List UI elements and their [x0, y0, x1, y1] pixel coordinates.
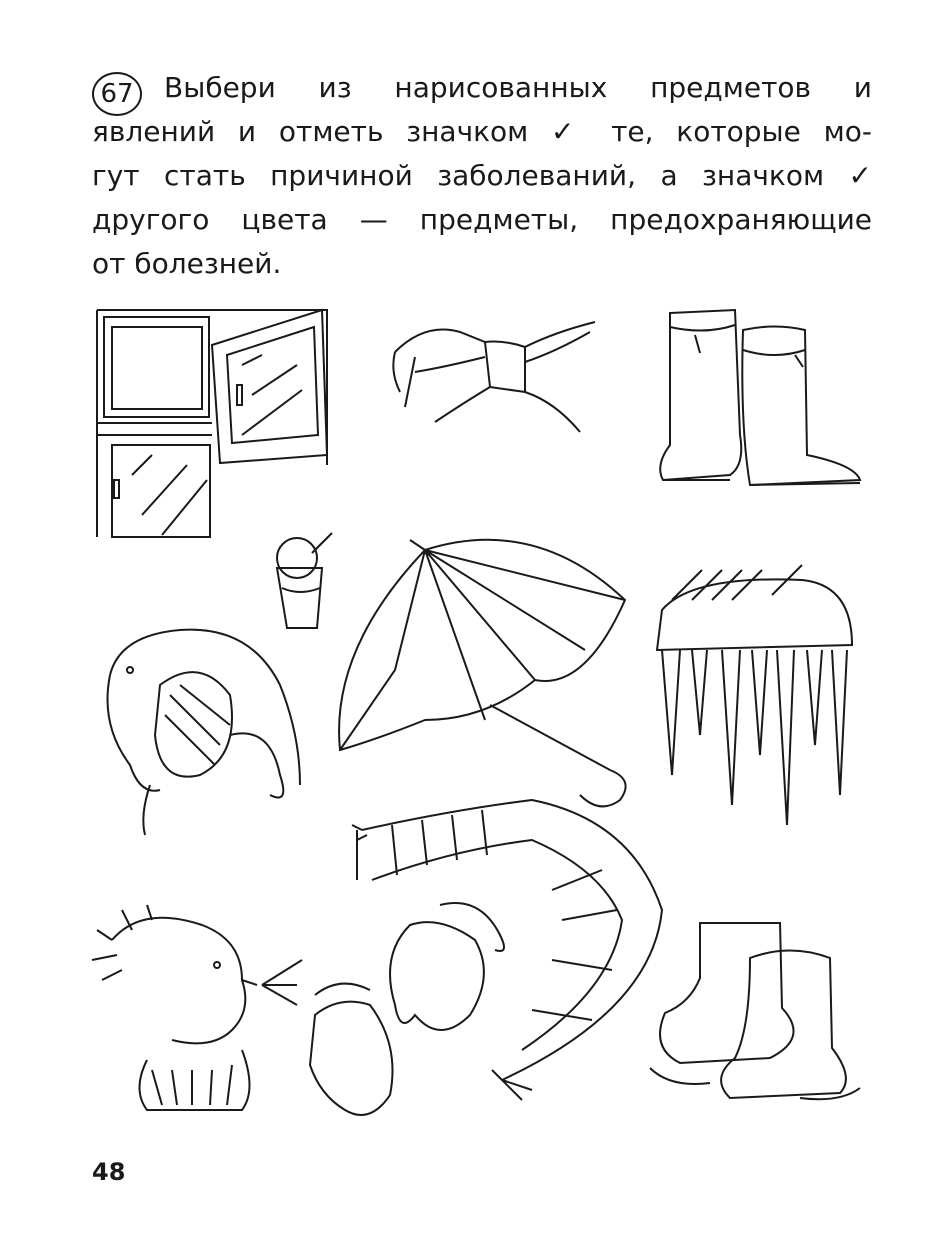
task-line-4: другого цвета — предметы, предохраняющие: [92, 203, 872, 236]
task-line-5: от болезней.: [92, 247, 282, 280]
ribbon-scarf-illustration[interactable]: [385, 312, 610, 442]
window-illustration[interactable]: [92, 305, 337, 540]
task-line-3: гут стать причиной заболеваний, а значком ✓: [92, 159, 872, 192]
icicles-illustration[interactable]: [652, 555, 862, 845]
mittens-illustration[interactable]: [300, 895, 515, 1125]
task-line-2: явлений и отметь значком ✓ те, которые мо-: [92, 115, 872, 148]
fur-hat-illustration[interactable]: [100, 615, 315, 840]
umbrella-illustration[interactable]: [335, 520, 640, 820]
rubber-boots-illustration[interactable]: [655, 305, 870, 490]
task-number-badge: [92, 72, 142, 116]
task-block: [92, 66, 872, 286]
felt-boots-illustration[interactable]: [650, 918, 865, 1108]
boy-sneezing-illustration[interactable]: [92, 900, 312, 1115]
task-line-1: Выбери из нарисованных предметов и: [164, 71, 872, 104]
page-number: 48: [92, 1158, 126, 1186]
task-number: 67: [100, 79, 134, 109]
